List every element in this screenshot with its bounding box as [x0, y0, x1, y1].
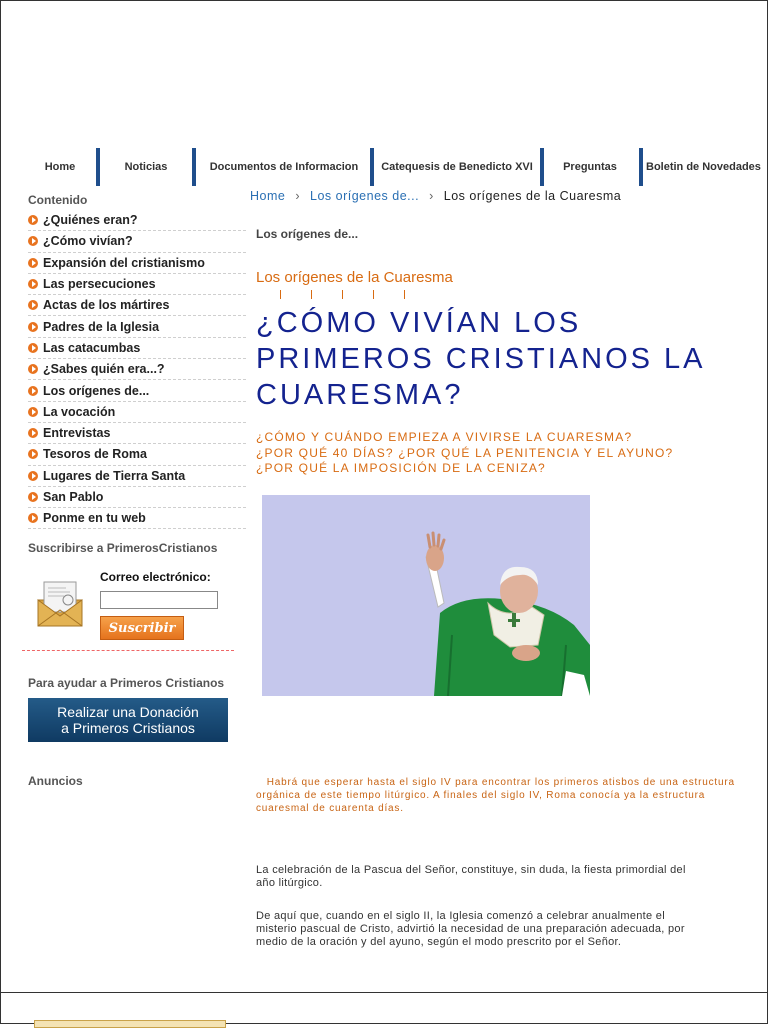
section-label: Los orígenes de... [256, 227, 359, 241]
nav-preguntas[interactable]: Preguntas [563, 161, 617, 173]
donate-line-2: a Primeros Cristianos [61, 720, 195, 736]
nav-separator [192, 148, 196, 186]
article-subtitle: Los orígenes de la Cuaresma [256, 269, 453, 286]
donate-button[interactable] [28, 698, 228, 742]
sidebar-item-label: Padres de la Iglesia [43, 319, 160, 334]
divider [22, 650, 234, 651]
breadcrumb-parent-link[interactable]: Los orígenes de... [310, 189, 420, 203]
intro-line: cuaresmal de cuarenta días. [256, 803, 404, 814]
arrow-bullet-icon [28, 513, 38, 523]
sidebar-item-ponme[interactable] [28, 508, 246, 529]
nav-separator [639, 148, 643, 186]
arrow-bullet-icon [28, 343, 38, 353]
nav-separator [96, 148, 100, 186]
arrow-bullet-icon [28, 322, 38, 332]
subscribe-button[interactable]: Suscribir [100, 616, 184, 640]
sidebar-item-label: Ponme en tu web [43, 511, 146, 526]
top-nav [0, 148, 768, 186]
sidebar-item-label: Entrevistas [43, 426, 111, 441]
sidebar-item-label: San Pablo [43, 490, 104, 504]
arrow-bullet-icon [28, 364, 38, 374]
sidebar-item-label: Tesoros de Roma [43, 447, 147, 462]
paragraph-line: misterio pascual de Cristo, advirtió la necesidad de una preparación adecuada, por [256, 923, 685, 935]
sidebar-item-label: Los orígenes de... [43, 383, 150, 398]
sidebar-item-label: Las persecuciones [43, 277, 156, 292]
sidebar-contents-title: Contenido [28, 193, 88, 207]
nav-catequesis[interactable]: Catequesis de Benedicto XVI [381, 161, 533, 173]
body-paragraph [256, 864, 748, 890]
question-item: ¿POR QUÉ 40 DÍAS? ¿POR QUÉ LA PENITENCIA Y EL AYUNO? [256, 445, 674, 460]
sidebar-item-label: Expansión del cristianismo [43, 255, 205, 270]
breadcrumb-current: Los orígenes de la Cuaresma [443, 189, 622, 203]
nav-home[interactable]: Home [44, 161, 76, 173]
sidebar-item-sabes-quien[interactable] [28, 359, 246, 380]
sidebar-item-catacumbas[interactable] [28, 338, 246, 359]
sidebar-item-origenes[interactable] [28, 380, 246, 401]
nav-documentos[interactable]: Documentos de Informacion [209, 161, 359, 173]
sidebar-menu [28, 210, 246, 529]
sidebar-item-label: ¿Quiénes eran? [43, 213, 138, 228]
sidebar-item-expansion[interactable] [28, 253, 246, 274]
divider [0, 992, 768, 993]
breadcrumb [250, 189, 621, 203]
paragraph-line: año litúrgico. [256, 877, 323, 889]
ads-title: Anuncios [28, 774, 83, 788]
sidebar-item-quienes-eran[interactable] [28, 210, 246, 231]
email-label: Correo electrónico: [100, 570, 211, 584]
body-paragraph [256, 910, 748, 949]
donate-line-1: Realizar una Donación [57, 704, 199, 720]
newsletter-envelope-icon [36, 580, 84, 628]
arrow-bullet-icon [28, 258, 38, 268]
arrow-bullet-icon [28, 300, 38, 310]
sidebar-item-como-vivian[interactable] [28, 231, 246, 252]
sidebar-item-actas[interactable] [28, 295, 246, 316]
sidebar-item-label: ¿Sabes quién era...? [43, 362, 165, 377]
page-title: ¿CÓMO VIVÍAN LOS PRIMEROS CRISTIANOS LA CUARESMA? [256, 307, 704, 411]
intro-line: orgánica de este tiempo litúrgico. A finales del siglo IV, Roma conocía ya la estructura [256, 790, 706, 801]
arrow-bullet-icon [28, 471, 38, 481]
sidebar-item-persecuciones[interactable] [28, 274, 246, 295]
sidebar-item-san-pablo[interactable] [28, 487, 246, 508]
arrow-bullet-icon [28, 279, 38, 289]
paragraph-line: La celebración de la Pascua del Señor, constituye, sin duda, la fiesta primordial del [256, 864, 686, 876]
arrow-bullet-icon [28, 428, 38, 438]
paragraph-line: De aquí que, cuando en el siglo II, la Iglesia comenzó a celebrar anualmente el [256, 910, 665, 922]
sidebar-item-label: Lugares de Tierra Santa [43, 468, 186, 483]
decorative-ticks [280, 290, 410, 300]
arrow-bullet-icon [28, 407, 38, 417]
nav-separator [370, 148, 374, 186]
arrow-bullet-icon [28, 386, 38, 396]
question-item: ¿POR QUÉ LA IMPOSICIÓN DE LA CENIZA? [256, 461, 546, 475]
breadcrumb-home-link[interactable]: Home [250, 189, 286, 203]
sidebar-item-vocacion[interactable] [28, 402, 246, 423]
email-field[interactable] [100, 591, 218, 609]
question-list [256, 430, 673, 477]
sidebar-item-tesoros[interactable] [28, 444, 246, 465]
nav-noticias[interactable]: Noticias [124, 161, 168, 173]
sidebar-item-label: Actas de los mártires [43, 298, 170, 313]
nav-separator [540, 148, 544, 186]
pope-photo [262, 495, 590, 696]
sidebar-item-lugares[interactable] [28, 466, 246, 487]
paragraph-line: medio de la oración y del ayuno, según el modo prescrito por el Señor. [256, 936, 622, 948]
arrow-bullet-icon [28, 215, 38, 225]
sidebar-item-label: Las catacumbas [43, 340, 141, 355]
breadcrumb-separator: › [295, 189, 301, 203]
subscribe-title: Suscribirse a PrimerosCristianos [28, 541, 218, 555]
arrow-bullet-icon [28, 492, 38, 502]
donate-title: Para ayudar a Primeros Cristianos [28, 676, 225, 690]
sidebar-item-label: ¿Cómo vivían? [43, 234, 133, 249]
arrow-bullet-icon [28, 236, 38, 246]
arrow-bullet-icon [28, 449, 38, 459]
nav-boletin[interactable]: Boletin de Novedades [646, 161, 761, 173]
sidebar-item-label: La vocación [43, 404, 116, 419]
question-item: ¿CÓMO Y CUÁNDO EMPIEZA A VIVIRSE LA CUARESMA? [256, 430, 633, 444]
sidebar-item-entrevistas[interactable] [28, 423, 246, 444]
intro-paragraph [256, 776, 746, 815]
intro-line: Habrá que esperar hasta el siglo IV para encontrar los primeros atisbos de una estructura [256, 777, 735, 788]
sidebar-item-padres[interactable] [28, 316, 246, 337]
footer-banner [34, 1020, 226, 1028]
breadcrumb-separator: › [429, 189, 434, 203]
